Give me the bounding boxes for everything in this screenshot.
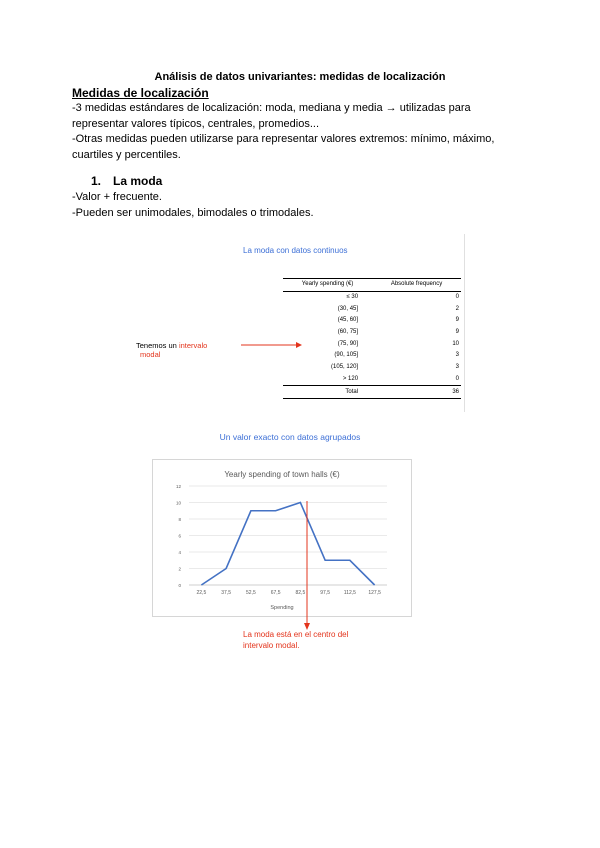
chart-y-tick-label: 2: [178, 566, 181, 572]
paragraph-line: representar valores típicos, centrales, promedios...: [72, 117, 320, 130]
table-row: [283, 374, 461, 386]
annotation-line: intervalo modal.: [243, 640, 300, 650]
table-row: [283, 327, 461, 339]
chart-x-tick-label: 37,5: [221, 590, 231, 596]
table-row: [283, 350, 461, 362]
chart-y-tick-label: 10: [175, 500, 181, 506]
paragraph-extremes: [72, 132, 532, 163]
annotation-highlight: modal: [140, 350, 161, 359]
table-cell: (105, 120]: [331, 364, 359, 371]
table-cell: (90, 105]: [334, 352, 359, 359]
frequency-table: [283, 278, 461, 399]
table-cell: (75, 90]: [337, 340, 359, 347]
chart-x-tick-label: 67,5: [270, 590, 281, 596]
document-title: Análisis de datos univariantes: medidas de localización: [154, 71, 446, 83]
chart-x-tick-label: 97,5: [320, 590, 330, 596]
table-cell: 9: [455, 329, 459, 336]
table-header: Yearly spending (€): [283, 279, 372, 292]
list-heading-text: La moda: [113, 174, 163, 188]
annotation-highlight: intervalo: [178, 341, 208, 350]
figure2-caption: Un valor exacto con datos agrupados: [219, 432, 361, 442]
figure2-annotation: [243, 630, 348, 651]
annotation-line: La moda está en el centro del: [243, 630, 349, 639]
table-cell: ≤ 30: [346, 294, 359, 301]
table-cell: 2: [455, 305, 459, 312]
chart-x-tick-label: 112,5: [343, 590, 356, 596]
table-cell: 9: [455, 317, 459, 324]
chart-y-tick-label: 12: [175, 484, 181, 489]
table-cell: 0: [455, 294, 459, 301]
chart-y-ticks: [176, 484, 182, 588]
list-heading: [91, 174, 162, 188]
paragraph-mode: [72, 190, 532, 221]
table-cell: 3: [455, 364, 459, 371]
line-chart: [153, 460, 411, 616]
table-cell: (45, 60]: [337, 317, 359, 324]
chart-y-tick-label: 8: [178, 517, 181, 522]
figure-edge: [464, 234, 465, 412]
chart-x-label: Spending: [270, 605, 294, 611]
chart-y-tick-label: 6: [178, 533, 181, 539]
paragraph-line: cuartiles y percentiles.: [72, 148, 181, 161]
figure1-caption: La moda con datos continuos: [243, 246, 348, 255]
chart-y-tick-label: 0: [178, 583, 181, 588]
paragraph-measures: [72, 101, 532, 132]
paragraph-line: -3 medidas estándares de localización: moda, mediana y media → utilizadas para: [72, 102, 471, 114]
table-total-row: [283, 386, 461, 399]
table-cell: 36: [372, 386, 461, 399]
section-heading: Medidas de localización: [72, 86, 209, 100]
list-number: 1.: [91, 174, 102, 188]
chart-y-tick-label: 4: [178, 550, 181, 555]
chart-x-tick-label: 82,5: [295, 590, 306, 596]
bullet-line: -Pueden ser unimodales, bimodales o trimodales.: [72, 206, 314, 219]
table-cell: > 120: [342, 375, 359, 382]
chart-x-ticks: [197, 590, 382, 596]
table-cell: 3: [455, 352, 459, 359]
table-header-row: [283, 279, 461, 292]
annotation-text: Tenemos un: [136, 341, 179, 350]
chart-x-tick-label: 22,5: [196, 590, 207, 596]
chart-x-tick-label: 127,5: [368, 590, 381, 596]
table-cell: (60, 75]: [337, 329, 359, 336]
table-cell: 0: [455, 375, 459, 382]
chart-series-line: [201, 503, 374, 586]
table-cell: (30, 45]: [337, 305, 359, 312]
table-row: [283, 315, 461, 327]
table-row: [283, 338, 461, 350]
chart-x-tick-label: 52,5: [246, 590, 256, 596]
table-header: Absolute frequency: [372, 279, 461, 292]
chart-gridlines: [189, 486, 387, 585]
table-row: [283, 303, 461, 315]
table-row: [283, 291, 461, 303]
table-cell: 10: [452, 340, 459, 347]
paragraph-line: -Otras medidas pueden utilizarse para representar valores extremos: mínimo, máximo,: [72, 133, 495, 145]
chart-title: Yearly spending of town halls (€): [224, 470, 340, 479]
chart-frame: [152, 459, 412, 617]
table-row: [283, 362, 461, 374]
table-cell: Total: [283, 386, 372, 399]
annotation-arrow-down: [302, 501, 312, 631]
bullet-line: -Valor + frecuente.: [72, 191, 162, 203]
figure1-annotation: [136, 341, 207, 359]
